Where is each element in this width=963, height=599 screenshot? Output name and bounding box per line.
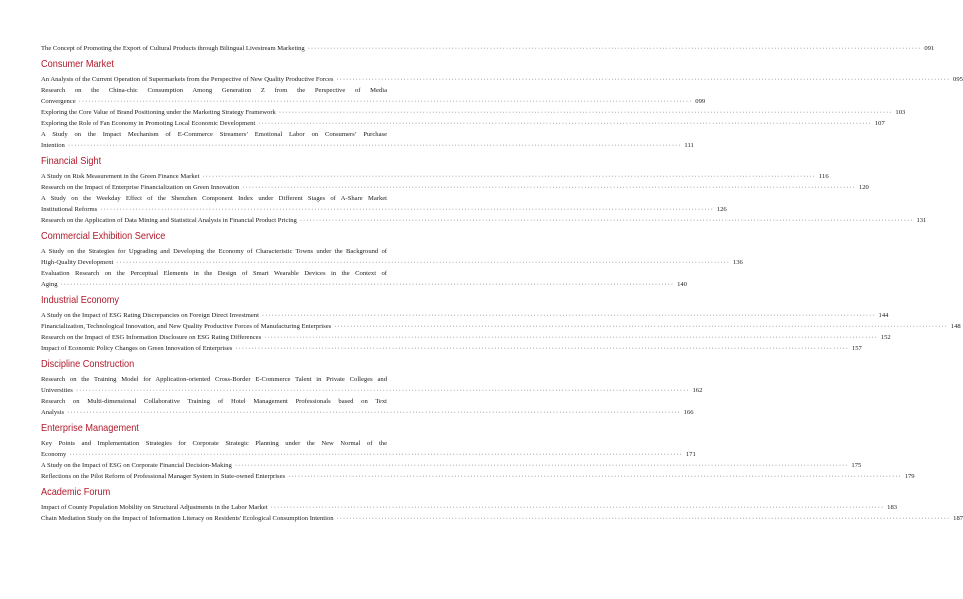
leader-dots (116, 257, 730, 268)
entry-page-number: 131 (916, 217, 927, 224)
toc-entry[interactable] (41, 332, 891, 343)
entry-title-line-1: A Study on the Impact Mechanism of E-Commerce Streamers’ Emotional Labor on Consumers’ Purchase (41, 131, 387, 138)
toc-entry[interactable] (41, 118, 885, 129)
entry-title: Research on the Impact of ESG Information Disclosure on ESG Rating Differences (41, 334, 262, 341)
section-heading: Enterprise Management (41, 423, 139, 434)
toc-entry[interactable] (41, 129, 694, 151)
toc-entry[interactable] (41, 513, 963, 524)
table-of-contents (41, 43, 963, 524)
leader-dots (100, 204, 714, 215)
entry-title-line-2: Analysis (41, 409, 65, 416)
toc-entry[interactable] (41, 268, 687, 290)
entry-page-number: 183 (887, 504, 898, 511)
leader-dots (308, 43, 922, 54)
leader-dots (271, 502, 885, 513)
entry-title-line-2: Institutional Reforms (41, 206, 98, 213)
entry-title: Exploring the Core Value of Brand Positioning under the Marketing Strategy Framework (41, 109, 276, 116)
leader-dots (235, 343, 849, 354)
toc-entry[interactable] (41, 374, 703, 396)
leader-dots (79, 96, 693, 107)
leader-dots (336, 74, 950, 85)
entry-title: Impact of Economic Policy Changes on Green Innovation of Enterprises (41, 345, 233, 352)
entry-title-line-1: Research on the Training Model for Application-oriented Cross-Border E-Commerce Talent in Private Colleges and (41, 376, 387, 383)
entry-page-number: 179 (904, 473, 915, 480)
entry-title-line-1: A Study on the Weekday Effect of the Shenzhen Component Index under Different Stages of A-Share Market (41, 195, 387, 202)
toc-entry[interactable] (41, 171, 829, 182)
leader-dots (300, 215, 914, 226)
entry-title-line-2: Intention (41, 142, 65, 149)
leader-dots (288, 471, 902, 482)
section-heading: Industrial Economy (41, 295, 119, 306)
toc-entry[interactable] (41, 182, 869, 193)
section-heading: Discipline Construction (41, 359, 135, 370)
entry-title-line-1: Key Points and Implementation Strategies for Corporate Strategic Planning under the New Normal of the (41, 440, 387, 447)
entry-page-number: 171 (685, 451, 696, 458)
toc-entry[interactable] (41, 85, 706, 107)
leader-dots (235, 460, 849, 471)
toc-entry[interactable] (41, 310, 889, 321)
entry-title-line-2: Economy (41, 451, 67, 458)
toc-sections (41, 58, 963, 524)
section-heading: Academic Forum (41, 487, 111, 498)
entry-page-number: 136 (732, 259, 743, 266)
leader-dots (279, 107, 893, 118)
leader-dots (68, 140, 682, 151)
toc-entry[interactable] (41, 460, 862, 471)
entry-page-number: 095 (953, 76, 963, 83)
section-heading: Commercial Exhibition Service (41, 231, 166, 242)
entry-page-number: 126 (716, 206, 727, 213)
entry-title-line-2: Aging (41, 281, 58, 288)
entry-page-number: 099 (695, 98, 706, 105)
toc-entry[interactable] (41, 438, 696, 460)
leader-dots (262, 310, 876, 321)
toc-entry[interactable] (41, 43, 935, 54)
section-heading: Consumer Market (41, 59, 114, 70)
entry-page-number: 162 (692, 387, 703, 394)
entry-page-number: 148 (950, 323, 961, 330)
entry-page-number: 111 (684, 142, 694, 149)
entry-page-number: 157 (851, 345, 862, 352)
toc-entry[interactable] (41, 321, 961, 332)
entry-title: Reflections on the Pilot Reform of Professional Manager System in State-owned Enterprises (41, 473, 286, 480)
toc-entry[interactable] (41, 215, 927, 226)
toc-entry[interactable] (41, 343, 862, 354)
leader-dots (60, 279, 674, 290)
entry-title: The Concept of Promoting the Export of Cultural Products through Bilingual Livestream Marketing (41, 45, 305, 52)
entry-title-line-1: A Study on the Strategies for Upgrading and Developing the Economy of Characteristic Towns under the Background of (41, 248, 387, 255)
entry-title-line-1: Research on Multi-dimensional Collaborative Training of Hotel Management Professionals based on Text (41, 398, 387, 405)
leader-dots (334, 321, 948, 332)
toc-entry[interactable] (41, 74, 963, 85)
leader-dots (67, 407, 681, 418)
toc-entry[interactable] (41, 471, 915, 482)
entry-title-line-1: Research on the China-chic Consumption Among Generation Z from the Perspective of Media (41, 87, 387, 94)
entry-page-number: 140 (677, 281, 687, 288)
leader-dots (337, 513, 951, 524)
entry-title: Impact of County Population Mobility on Structural Adjustments in the Labor Market (41, 504, 268, 511)
leader-dots (76, 385, 690, 396)
toc-entry[interactable] (41, 193, 727, 215)
toc-entry[interactable] (41, 246, 743, 268)
entry-title: Research on the Application of Data Mining and Statistical Analysis in Financial Product Pricing (41, 217, 297, 224)
entry-title-line-1: Evaluation Research on the Perceptual Elements in the Design of Smart Wearable Devices in the Context of (41, 270, 387, 277)
entry-page-number: 107 (874, 120, 885, 127)
entry-page-number: 175 (851, 462, 862, 469)
entry-page-number: 103 (895, 109, 906, 116)
leader-dots (202, 171, 816, 182)
entry-title: Financialization, Technological Innovation, and New Quality Productive Forces of Manufacturing Enterprises (41, 323, 332, 330)
entry-title-line-2: Convergence (41, 98, 76, 105)
leader-dots (264, 332, 878, 343)
entry-title-line-2: High-Quality Development (41, 259, 114, 266)
leader-dots (258, 118, 872, 129)
entry-title-line-2: Universities (41, 387, 73, 394)
entry-page-number: 152 (880, 334, 891, 341)
entry-title: A Study on the Impact of ESG Rating Discrepancies on Foreign Direct Investment (41, 312, 259, 319)
leader-dots (242, 182, 856, 193)
toc-entry[interactable] (41, 396, 694, 418)
entry-title: Exploring the Role of Fan Economy in Promoting Local Economic Development (41, 120, 256, 127)
entry-title: Chain Mediation Study on the Impact of Information Literacy on Residents' Ecological Consumption Intention (41, 515, 334, 522)
entry-title: An Analysis of the Current Operation of Supermarkets from the Perspective of New Quality Productive Forces (41, 76, 334, 83)
entry-page-number: 091 (924, 45, 935, 52)
entry-title: A Study on Risk Measurement in the Green Finance Market (41, 173, 200, 180)
entry-page-number: 144 (878, 312, 889, 319)
toc-entry[interactable] (41, 107, 906, 118)
entry-title: A Study on the Impact of ESG on Corporate Financial Decision-Making (41, 462, 232, 469)
entry-title: Research on the Impact of Enterprise Financialization on Green Innovation (41, 184, 240, 191)
leader-dots (69, 449, 683, 460)
entry-page-number: 187 (953, 515, 963, 522)
toc-entry[interactable] (41, 502, 898, 513)
entry-page-number: 120 (858, 184, 869, 191)
section-heading: Financial Sight (41, 156, 102, 167)
entry-page-number: 116 (819, 173, 829, 180)
entry-page-number: 166 (683, 409, 694, 416)
